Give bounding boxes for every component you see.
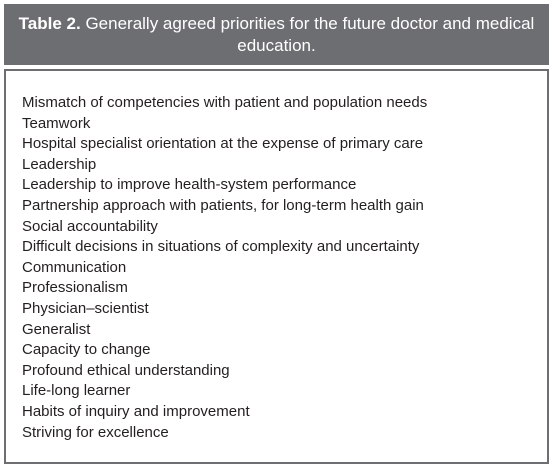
- list-item: Teamwork: [22, 114, 91, 132]
- list-item: Difficult decisions in situations of complexity and uncertainty: [22, 238, 420, 256]
- table-title-bar: [4, 4, 549, 65]
- list-item: Partnership approach with patients, for long-term health gain: [22, 196, 424, 214]
- list-item: Life-long learner: [22, 382, 131, 400]
- table-number: Table 2.: [18, 14, 81, 33]
- list-item: Leadership to improve health-system performance: [22, 176, 357, 194]
- list-item: Leadership: [22, 155, 97, 173]
- list-item: Capacity to change: [22, 341, 151, 359]
- table-body: [4, 69, 549, 464]
- list-item: Physician–scientist: [22, 299, 149, 317]
- list-item: Habits of inquiry and improvement: [22, 402, 250, 420]
- priority-list: [22, 93, 427, 443]
- list-item: Generalist: [22, 320, 91, 338]
- list-item: Social accountability: [22, 217, 158, 235]
- list-item: Hospital specialist orientation at the expense of primary care: [22, 135, 424, 153]
- table-caption: Generally agreed priorities for the future doctor and medical education.: [85, 14, 535, 55]
- list-item: Professionalism: [22, 279, 128, 297]
- list-item: Striving for excellence: [22, 423, 169, 441]
- list-item: Communication: [22, 258, 127, 276]
- list-item: Profound ethical understanding: [22, 361, 230, 379]
- list-item: Mismatch of competencies with patient and population needs: [22, 94, 428, 111]
